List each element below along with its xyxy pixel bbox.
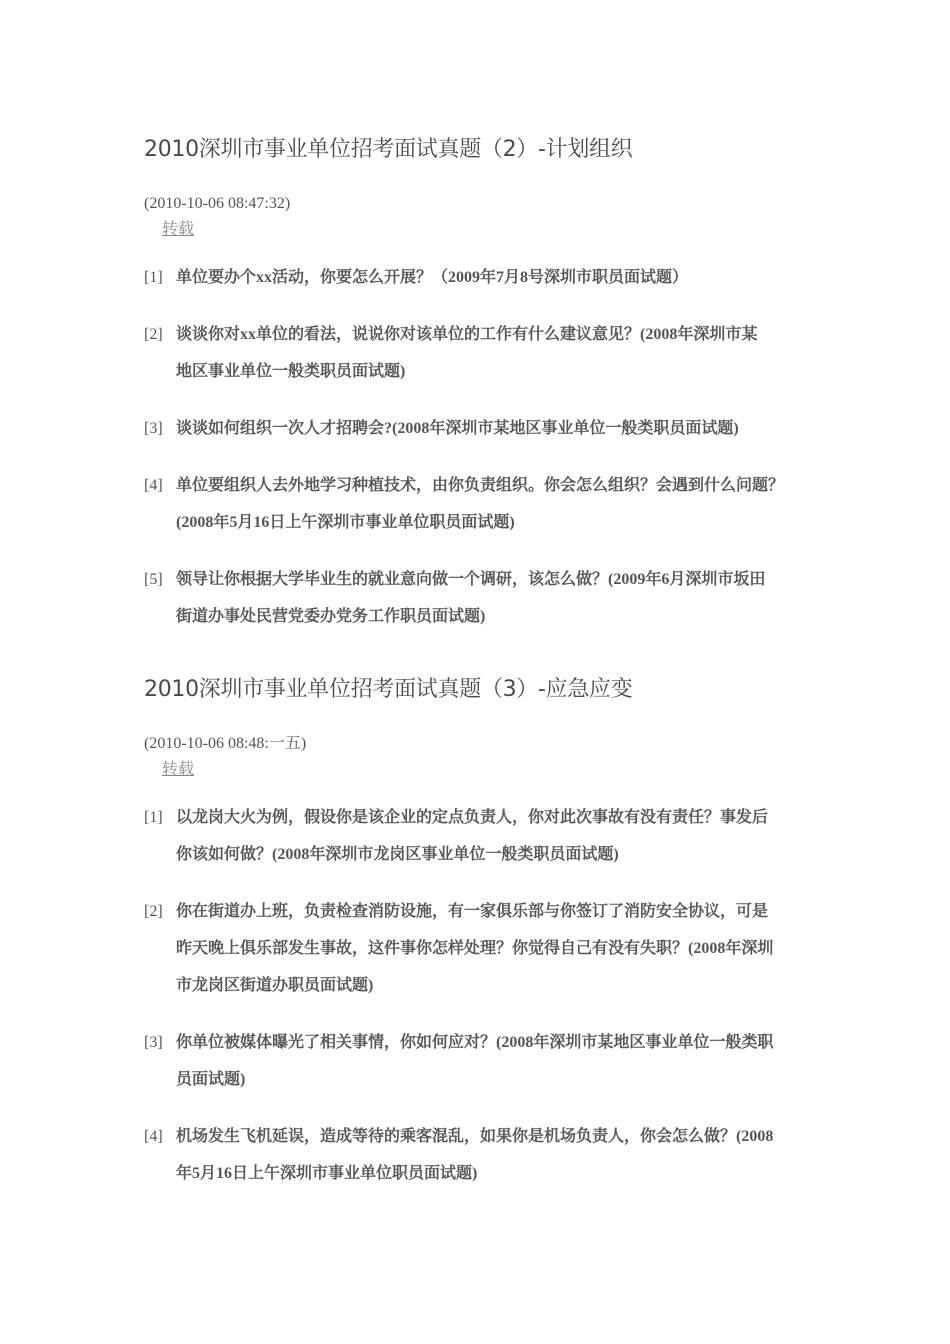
question-line: 地区事业单位一般类职员面试题) — [176, 363, 406, 380]
question-line: 单位要组织人去外地学习种植技术，由你负责组织。你会怎么组织？会遇到什么问题？ — [176, 477, 785, 494]
question-text — [177, 561, 824, 635]
repost-link[interactable]: 转载 — [162, 761, 195, 778]
question-item — [144, 1118, 824, 1192]
question-item — [144, 893, 824, 1004]
question-number: [3] — [144, 420, 163, 437]
question-item — [144, 467, 824, 541]
question-line: 谈谈你对xx单位的看法，说说你对该单位的工作有什么建议意见？(2008年深圳市某 — [176, 326, 758, 343]
question-number: [1] — [144, 269, 163, 286]
question-number: [4] — [144, 1128, 163, 1145]
question-text — [177, 410, 824, 447]
question-text — [177, 799, 824, 873]
question-line: 单位要办个xx活动，你要怎么开展？（2009年7月8号深圳市职员面试题） — [176, 269, 689, 286]
question-text — [177, 893, 824, 1004]
question-item — [144, 561, 824, 635]
question-line: 街道办事处民营党委办党务工作职员面试题) — [176, 608, 486, 625]
question-line: 你单位被媒体曝光了相关事情，你如何应对？(2008年深圳市某地区事业单位一般类职 — [176, 1034, 774, 1051]
question-line: 市龙岗区街道办职员面试题) — [176, 977, 374, 994]
question-number: [1] — [144, 809, 163, 826]
question-item — [144, 410, 824, 447]
question-text — [177, 1118, 824, 1192]
question-text — [177, 259, 824, 296]
question-line: 员面试题) — [176, 1071, 246, 1088]
question-line: 你该如何做？(2008年深圳市龙岗区事业单位一般类职员面试题) — [176, 846, 619, 863]
question-text — [177, 467, 824, 541]
article-planning — [144, 133, 824, 655]
question-line: 你在街道办上班，负责检查消防设施，有一家俱乐部与你签订了消防安全协议，可是 — [176, 903, 769, 920]
question-list — [144, 259, 824, 635]
article-emergency — [144, 673, 824, 1212]
question-line: 以龙岗大火为例，假设你是该企业的定点负责人，你对此次事故有没有责任？事发后 — [176, 809, 769, 826]
question-item — [144, 1024, 824, 1098]
question-text — [177, 316, 824, 390]
question-number: [4] — [144, 477, 163, 494]
question-line: (2008年5月16日上午深圳市事业单位职员面试题) — [176, 514, 515, 531]
article-date: (2010-10-06 08:48:一五) — [144, 735, 307, 752]
article-date: (2010-10-06 08:47:32) — [144, 195, 291, 212]
question-number: [2] — [144, 903, 163, 920]
article-title: 2010深圳市事业单位招考面试真题（3）-应急应变 — [144, 677, 633, 702]
repost-link[interactable]: 转载 — [162, 221, 195, 238]
question-line: 机场发生飞机延误，造成等待的乘客混乱，如果你是机场负责人，你会怎么做？(2008 — [176, 1128, 774, 1145]
question-item — [144, 799, 824, 873]
question-line: 昨天晚上俱乐部发生事故，这件事你怎样处理？你觉得自己有没有失职？(2008年深圳 — [176, 940, 774, 957]
question-number: [3] — [144, 1034, 163, 1051]
question-line: 年5月16日上午深圳市事业单位职员面试题) — [176, 1165, 478, 1182]
question-line: 谈谈如何组织一次人才招聘会?(2008年深圳市某地区事业单位一般类职员面试题) — [176, 420, 739, 437]
article-title: 2010深圳市事业单位招考面试真题（2）-计划组织 — [144, 137, 633, 162]
question-item — [144, 259, 824, 296]
question-number: [2] — [144, 326, 163, 343]
question-number: [5] — [144, 571, 163, 588]
question-item — [144, 316, 824, 390]
question-text — [177, 1024, 824, 1098]
question-list — [144, 799, 824, 1192]
question-line: 领导让你根据大学毕业生的就业意向做一个调研，该怎么做？(2009年6月深圳市坂田 — [176, 571, 766, 588]
